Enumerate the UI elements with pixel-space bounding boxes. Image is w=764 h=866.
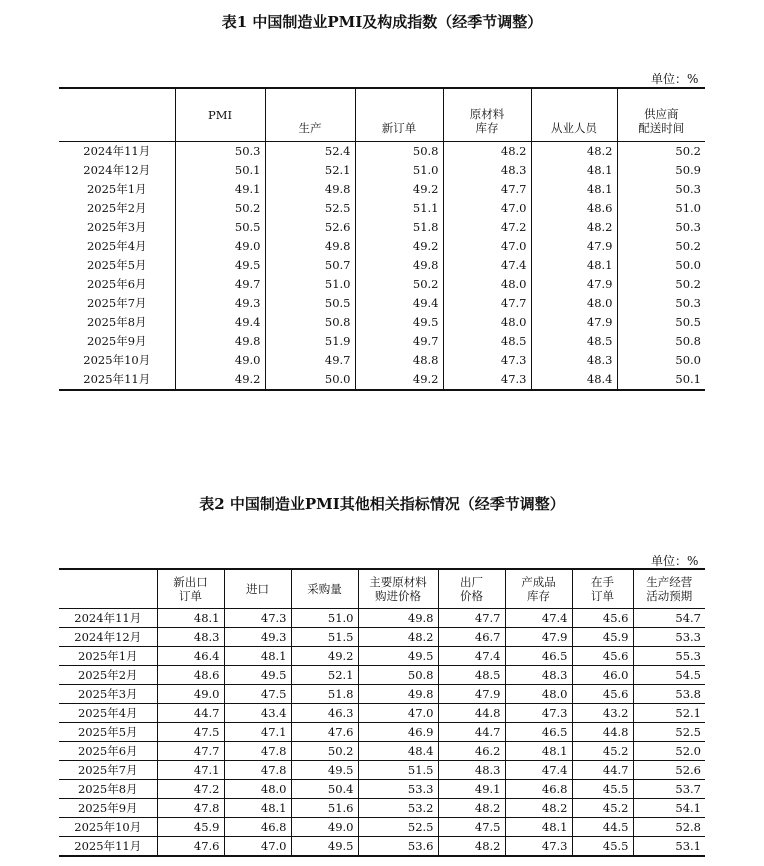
table-cell: 49.5 [224,665,291,684]
table-cell: 50.2 [291,741,358,760]
table-row [59,332,705,351]
table-cell: 46.8 [505,779,572,798]
table-cell: 48.5 [531,332,617,351]
row-label: 2025年5月 [86,257,147,272]
table-cell: 47.5 [438,817,505,836]
table-cell: 50.9 [617,161,705,180]
table2 [59,568,705,857]
table-row [59,199,705,218]
table1-col-header: 原材料 库存 [443,88,531,141]
table-cell: 48.2 [505,798,572,817]
table-cell: 53.3 [358,779,438,798]
table-cell: 49.8 [358,684,438,703]
table1-header-row [59,88,705,141]
table-row [59,237,705,256]
table-row [59,646,705,665]
table-cell: 49.2 [291,646,358,665]
table-cell: 50.5 [617,313,705,332]
table-cell: 50.5 [175,218,265,237]
table-cell: 49.3 [224,627,291,646]
row-label: 2025年9月 [86,333,147,348]
table-row [59,665,705,684]
table-row [59,608,705,627]
table-cell: 50.3 [617,294,705,313]
table2-col-header: 生产经营 活动预期 [633,569,705,608]
table-cell: 48.3 [157,627,224,646]
table-cell: 51.1 [355,199,443,218]
table-cell: 49.5 [358,646,438,665]
table-cell: 46.3 [291,703,358,722]
table1-col-header: PMI [175,88,265,141]
table-cell: 50.1 [617,370,705,390]
table-cell: 51.8 [355,218,443,237]
row-label: 2025年7月 [59,760,157,779]
row-label: 2025年11月 [74,838,142,853]
table-cell: 48.6 [531,199,617,218]
table-cell: 51.0 [291,608,358,627]
row-label: 2025年2月 [86,200,147,215]
table2-col-header: 进口 [224,569,291,608]
table1-col-header: 供应商 配送时间 [617,88,705,141]
row-label: 2025年11月 [83,371,151,386]
table-cell: 47.6 [157,836,224,856]
table-row [59,798,705,817]
table-cell: 50.2 [355,275,443,294]
table-cell: 50.4 [291,779,358,798]
table-row [59,722,705,741]
table2-col-header: 新出口 订单 [157,569,224,608]
table-cell: 49.7 [175,275,265,294]
table-cell: 48.1 [505,817,572,836]
row-label: 2025年4月 [86,238,147,253]
table-cell: 48.2 [438,836,505,856]
table-cell: 52.0 [633,741,705,760]
row-label: 2025年4月 [59,703,157,722]
table-cell: 49.0 [291,817,358,836]
table-cell: 53.3 [633,627,705,646]
table-row [59,218,705,237]
table-cell: 47.0 [224,836,291,856]
table-cell: 50.2 [617,141,705,161]
table-cell: 45.2 [572,798,633,817]
table-cell: 51.6 [291,798,358,817]
table-row [59,275,705,294]
table-cell: 51.0 [617,199,705,218]
table-cell: 44.8 [572,722,633,741]
table-cell: 47.4 [443,256,531,275]
table-cell: 47.3 [443,351,531,370]
table-cell: 48.2 [531,141,617,161]
row-label: 2025年5月 [59,722,157,741]
table-cell: 43.4 [224,703,291,722]
table-cell: 48.2 [358,627,438,646]
table-row [59,180,705,199]
table-cell: 48.5 [438,665,505,684]
table-cell: 46.5 [505,722,572,741]
table-cell: 51.5 [358,760,438,779]
table-row [59,684,705,703]
table-cell: 51.8 [291,684,358,703]
table-cell: 44.7 [572,760,633,779]
table-cell: 49.1 [175,180,265,199]
table-cell: 50.7 [265,256,355,275]
table-cell: 50.2 [617,237,705,256]
table-cell: 48.1 [224,798,291,817]
table-cell: 47.2 [157,779,224,798]
table-cell: 50.5 [265,294,355,313]
table-cell: 49.0 [157,684,224,703]
table-row [59,141,705,161]
table1-col-header: 新订单 [355,88,443,141]
table-cell: 47.3 [505,703,572,722]
table-cell: 48.3 [531,351,617,370]
table-cell: 47.8 [224,741,291,760]
row-label: 2025年10月 [83,352,151,367]
table-cell: 49.5 [175,256,265,275]
table-cell: 49.5 [291,760,358,779]
row-label: 2024年12月 [83,162,151,177]
table-cell: 50.0 [617,256,705,275]
table2-col-header: 主要原材料 购进价格 [358,569,438,608]
table-cell: 51.0 [355,161,443,180]
table-row [59,351,705,370]
table-cell: 47.8 [224,760,291,779]
row-label: 2024年11月 [59,608,157,627]
table-cell: 54.7 [633,608,705,627]
table1-col-header: 生产 [265,88,355,141]
table-cell: 46.5 [505,646,572,665]
table2-col-header: 在手 订单 [572,569,633,608]
table-cell: 52.5 [265,199,355,218]
table-cell: 47.6 [291,722,358,741]
table-cell: 47.1 [157,760,224,779]
table-cell: 47.9 [531,313,617,332]
table-cell: 45.5 [572,779,633,798]
table1-col-header: 从业人员 [531,88,617,141]
table-cell: 49.5 [355,313,443,332]
table-cell: 48.3 [443,161,531,180]
table-row [59,313,705,332]
row-label: 2025年2月 [59,665,157,684]
row-label: 2024年11月 [83,143,151,158]
table-cell: 48.2 [531,218,617,237]
table-cell: 53.7 [633,779,705,798]
table-cell: 49.8 [358,608,438,627]
table-cell: 48.4 [358,741,438,760]
table2-col-header: 采购量 [291,569,358,608]
table-cell: 47.4 [438,646,505,665]
table2-col-header: 产成品 库存 [505,569,572,608]
table2-header-row [59,569,705,608]
table-cell: 49.2 [355,180,443,199]
table-cell: 47.9 [531,237,617,256]
table-cell: 47.3 [505,836,572,856]
table-cell: 48.8 [355,351,443,370]
table-cell: 48.1 [505,741,572,760]
table-cell: 48.0 [531,294,617,313]
table-cell: 46.7 [438,627,505,646]
table-row [59,741,705,760]
table-cell: 47.7 [443,294,531,313]
row-label: 2025年1月 [86,181,147,196]
table-cell: 49.0 [175,237,265,256]
table-cell: 47.4 [505,608,572,627]
table-cell: 47.0 [443,199,531,218]
table-cell: 46.8 [224,817,291,836]
table-cell: 50.8 [355,141,443,161]
table-cell: 54.5 [633,665,705,684]
table-row [59,256,705,275]
table-row [59,779,705,798]
table-cell: 47.8 [157,798,224,817]
table1-title: 表1 中国制造业PMI及构成指数（经季节调整） [221,13,543,31]
table-cell: 49.2 [355,370,443,390]
table-cell: 45.6 [572,646,633,665]
table-cell: 52.1 [291,665,358,684]
table-cell: 48.0 [443,313,531,332]
table2-unit: 单位：% [651,554,699,568]
table-cell: 45.9 [572,627,633,646]
table-cell: 48.0 [505,684,572,703]
table-cell: 49.5 [291,836,358,856]
table-cell: 51.5 [291,627,358,646]
table-cell: 48.3 [505,665,572,684]
table-cell: 44.7 [157,703,224,722]
table-cell: 49.8 [175,332,265,351]
table2-header-corner [59,569,157,608]
table-row [59,370,705,390]
table-cell: 48.6 [157,665,224,684]
table2-body [59,608,705,856]
table-cell: 48.1 [531,180,617,199]
table-cell: 47.2 [443,218,531,237]
table-cell: 52.6 [633,760,705,779]
table2-col-header: 出厂 价格 [438,569,505,608]
table-cell: 48.0 [443,275,531,294]
table-cell: 49.4 [175,313,265,332]
table-cell: 53.1 [633,836,705,856]
table-cell: 47.1 [224,722,291,741]
table-row [59,294,705,313]
table-cell: 47.3 [443,370,531,390]
table-cell: 51.0 [265,275,355,294]
table-cell: 44.8 [438,703,505,722]
table-row [59,760,705,779]
table-cell: 46.0 [572,665,633,684]
table-cell: 47.9 [505,627,572,646]
table-cell: 49.4 [355,294,443,313]
table1-header-corner [59,88,175,141]
table-cell: 47.0 [358,703,438,722]
table-cell: 52.1 [265,161,355,180]
table-cell: 54.1 [633,798,705,817]
table-cell: 48.1 [224,646,291,665]
table-cell: 48.1 [531,256,617,275]
table-cell: 48.5 [443,332,531,351]
table1 [59,87,705,391]
table-cell: 44.5 [572,817,633,836]
row-label: 2025年7月 [86,295,147,310]
table1-unit: 单位：% [651,72,699,86]
table-cell: 47.7 [438,608,505,627]
table-cell: 45.9 [157,817,224,836]
table-cell: 51.9 [265,332,355,351]
row-label: 2025年1月 [59,646,157,665]
table-cell: 50.3 [617,218,705,237]
row-label: 2024年12月 [59,627,157,646]
table-cell: 53.6 [358,836,438,856]
table-cell: 47.5 [157,722,224,741]
table-cell: 43.2 [572,703,633,722]
row-label: 2025年10月 [59,817,157,836]
table-cell: 45.5 [572,836,633,856]
table-cell: 50.0 [617,351,705,370]
table2-title: 表2 中国制造业PMI其他相关指标情况（经季节调整） [199,495,565,513]
table-cell: 55.3 [633,646,705,665]
table-cell: 52.8 [633,817,705,836]
table-cell: 50.8 [617,332,705,351]
row-label: 2025年8月 [59,779,157,798]
row-label: 2025年3月 [86,219,147,234]
table-cell: 47.9 [531,275,617,294]
table-cell: 50.3 [175,141,265,161]
table-cell: 47.7 [157,741,224,760]
table-cell: 52.6 [265,218,355,237]
row-label: 2025年6月 [86,276,147,291]
table-cell: 52.1 [633,703,705,722]
row-label: 2025年3月 [59,684,157,703]
table-cell: 52.4 [265,141,355,161]
table-cell: 49.2 [355,237,443,256]
table-cell: 50.8 [265,313,355,332]
table-cell: 44.7 [438,722,505,741]
row-label: 2025年8月 [86,314,147,329]
table-cell: 50.2 [175,199,265,218]
table-cell: 50.0 [265,370,355,390]
table-cell: 50.2 [617,275,705,294]
table-cell: 52.5 [358,817,438,836]
table-cell: 48.3 [438,760,505,779]
table-cell: 48.1 [531,161,617,180]
table-cell: 45.2 [572,741,633,760]
table-cell: 47.0 [443,237,531,256]
table-cell: 46.2 [438,741,505,760]
row-label: 2025年9月 [59,798,157,817]
table-cell: 53.8 [633,684,705,703]
table-cell: 47.3 [224,608,291,627]
table-cell: 50.1 [175,161,265,180]
table-cell: 50.3 [617,180,705,199]
table-cell: 49.2 [175,370,265,390]
table-cell: 49.3 [175,294,265,313]
table-row [59,703,705,722]
table-row [59,817,705,836]
table-cell: 48.0 [224,779,291,798]
table-cell: 47.9 [438,684,505,703]
table-cell: 46.9 [358,722,438,741]
table-cell: 52.5 [633,722,705,741]
table-cell: 49.7 [265,351,355,370]
table-cell: 47.5 [224,684,291,703]
table-cell: 49.1 [438,779,505,798]
table-cell: 47.7 [443,180,531,199]
table-row [59,836,705,856]
table-cell: 48.1 [157,608,224,627]
table-row [59,161,705,180]
table-cell: 48.4 [531,370,617,390]
table-cell: 45.6 [572,684,633,703]
table-row [59,627,705,646]
table-cell: 47.4 [505,760,572,779]
table-cell: 53.2 [358,798,438,817]
table-cell: 45.6 [572,608,633,627]
table-cell: 46.4 [157,646,224,665]
table-cell: 49.0 [175,351,265,370]
table-cell: 48.2 [438,798,505,817]
table-cell: 49.8 [265,180,355,199]
table-cell: 49.7 [355,332,443,351]
row-label: 2025年6月 [59,741,157,760]
table-cell: 50.8 [358,665,438,684]
table1-body [59,141,705,390]
table-cell: 49.8 [265,237,355,256]
table-cell: 48.2 [443,141,531,161]
table-cell: 49.8 [355,256,443,275]
